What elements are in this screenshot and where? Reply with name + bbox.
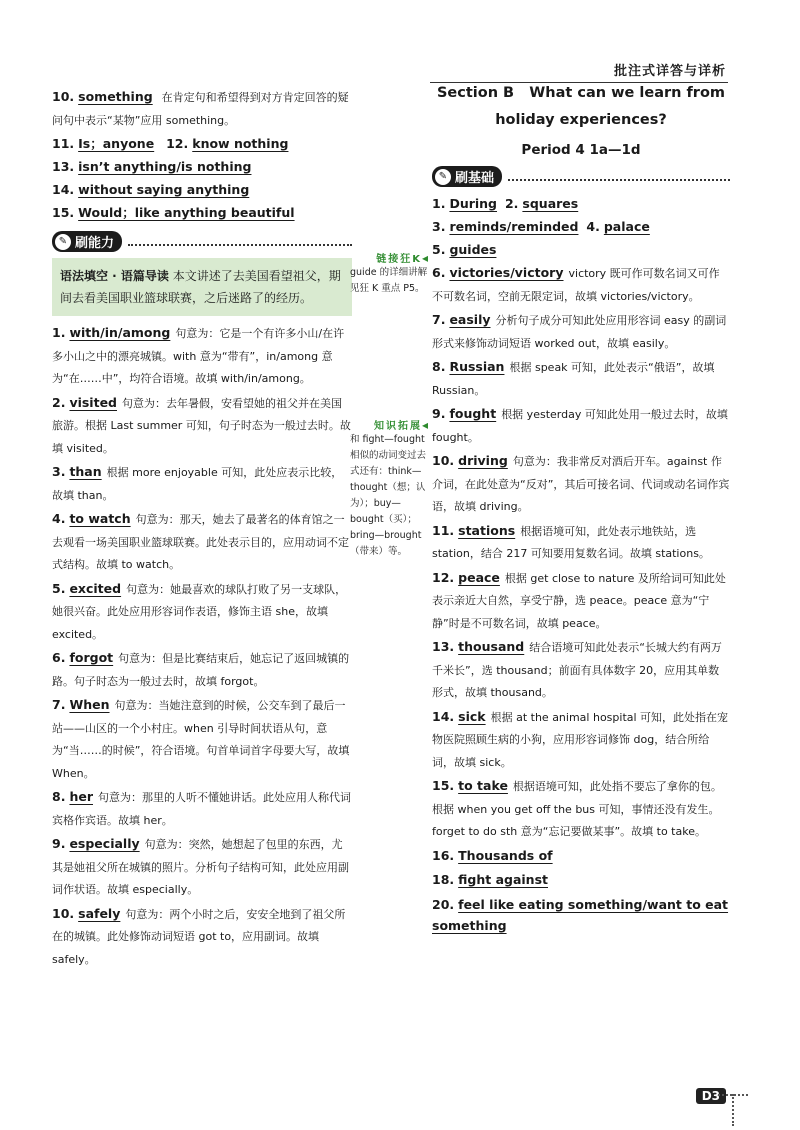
explanation: 句意为：但是比赛结束后，她忘记了返回城镇的路。句子时态为一般过去时，故填 forgot。 — [52, 652, 350, 688]
explanation: 结合语境可知此处表示“长城大约有两万千米长”，选 thousand；前面有具体数字 20，应用其单数形式，故填 thousand。 — [432, 641, 722, 699]
answer: excited — [69, 580, 122, 596]
period-title: Period 4 1a—1d — [521, 142, 641, 158]
answer: forgot — [69, 650, 114, 665]
list-item: 10. something 在肯定句和希望得到对方肯定回答的疑问句中表示“某物”应用 something。 — [52, 89, 349, 127]
section-badge: ✎ 刷能力 — [52, 231, 122, 252]
brush-icon: ✎ — [435, 169, 451, 185]
section-header-basic — [432, 166, 730, 187]
explanation: 句意为：突然，她想起了包里的东西，尤其是她祖父所在城镇的照片。分析句子结构可知，此处应用副词作状语。故填 especially。 — [52, 838, 349, 896]
explanation: 句意为：她最喜欢的球队打败了另一支球队，她很兴奋。此处应用形容词作表语，修饰主语 she，故填 excited。 — [52, 582, 347, 641]
right-column — [432, 86, 730, 961]
summary-tag: 语法填空 · 语篇导读 — [60, 269, 169, 283]
explanation: 根据语境可知，此处指不要忘了拿你的包。根据 when you get off the bus 可知，事情还没有发生。forget to do sth 意为“忘记要做某事”。故填 to take。 — [432, 780, 722, 838]
arrow-icon: ◂ — [421, 251, 430, 265]
answer: to take — [458, 778, 508, 793]
list-item: 3. reminds/reminded 4. palace — [432, 219, 650, 234]
list-item: 10. driving 句意为：我非常反对酒后开车。against 作介词，在此处意为“反对”，其后可接名词、代词或动名词作宾语，故填 driving。 — [432, 453, 730, 513]
passage-summary-box — [52, 258, 352, 316]
list-item: 7. easily 分析句子成分可知此处应用形容词 easy 的副词形式来修饰动词短语 worked out，故填 easily。 — [432, 312, 727, 350]
answer: squares — [522, 196, 579, 211]
explanation: 根据 yesterday 可知此处用一般过去时，故填 fought。 — [432, 408, 728, 444]
list-item: 13. thousand 结合语境可知此处表示“长城大约有两万千米长”，选 thousand；前面有具体数字 20，应用其单数形式，故填 thousand。 — [432, 639, 722, 699]
side-note-tag: 链接狂K◂ — [376, 251, 430, 265]
header-title: 批注式详答与详析 — [613, 64, 726, 79]
answer: fight against — [458, 872, 548, 887]
answer: Would；like anything beautiful — [78, 205, 295, 220]
list-item — [432, 938, 730, 959]
answer: stations — [458, 522, 516, 538]
list-item: 11. stations 根据语境可知，此处表示地铁站，选 station，结合 217 可知要用复数名词。故填 stations。 — [432, 522, 710, 560]
list-item: 14. without saying anything — [52, 182, 250, 197]
answer: When — [69, 697, 110, 712]
right-answer-list — [432, 193, 730, 959]
answer: with/in/among — [69, 325, 171, 340]
answer: Is；anyone — [78, 136, 155, 151]
page-corner-dots-vertical — [732, 1094, 734, 1126]
list-item: 3. than 根据 more enjoyable 可知，此处应表示比较，故填 than。 — [52, 464, 343, 502]
list-item: 6. victories/victory victory 既可作可数名词又可作不可数名词，空前无限定词，故填 victories/victory。 — [432, 265, 720, 303]
page-number: D3 — [696, 1088, 726, 1104]
section-header-ability — [52, 231, 352, 252]
list-item: 11. Is；anyone 12. know nothing — [52, 136, 289, 151]
answer: guides — [449, 242, 497, 257]
side-notes — [350, 250, 430, 560]
list-item: 12. peace 根据 get close to nature 及所给词可知此处表示亲近大自然，享受宁静，选 peace。peace 意为“宁静”时是不可数名词，故填 peace。 — [432, 569, 726, 630]
summary-text: 本文讲述了去美国看望祖父，期间去看美国职业篮球联赛，之后迷路了的经历。 — [60, 269, 341, 305]
list-item: 8. Russian 根据 speak 可知，此处表示“俄语”，故填 Russian。 — [432, 359, 715, 397]
brush-icon: ✎ — [55, 234, 71, 250]
explanation: 句意为：那天，她去了最著名的体育馆之一去观看一场美国职业篮球联赛。此处表示目的，应用动词不定式结构。故填 to watch。 — [52, 513, 349, 571]
explanation: 在肯定句和希望得到对方肯定回答的疑问句中表示“某物”应用 something。 — [52, 91, 349, 127]
answer: safely — [78, 905, 121, 921]
side-note-tag: 知识拓展◂ — [373, 418, 430, 432]
side-note-text: guide 的详细讲解见狂 K 重点 P5。 — [350, 267, 428, 294]
list-item: 14. sick 根据 at the animal hospital 可知，此处指在宠物医院照顾生病的小狗，应用形容词修饰 dog，结合所给词，故填 sick。 — [432, 708, 729, 769]
answer: know nothing — [192, 136, 289, 151]
answer: During — [449, 196, 498, 211]
list-item: 10. safely 句意为：两个小时之后，安安全地到了祖父所在的城镇。此处修饰动词短语 got to，应用副词。故填 safely。 — [52, 905, 346, 966]
list-item: 5. guides — [432, 242, 497, 257]
answer: visited — [69, 394, 117, 410]
explanation: 句意为：它是一个有许多小山/在许多小山之中的漂亮城镇。with 意为“带有”，in/among 意为“在……中”，均符合语境。故填 with/in/among。 — [52, 327, 345, 385]
explanation: 句意为：当她注意到的时候，公交车到了最后一站——山区的一个小村庄。when 引导时间状语从句，意为“当……的时候”，符合语境。句首单词首字母要大写，故填 When。 — [52, 699, 350, 780]
explanation: 根据 speak 可知，此处表示“俄语”，故填 Russian。 — [432, 361, 715, 397]
section-badge: ✎ 刷基础 — [432, 166, 502, 187]
answer: without saying anything — [78, 182, 250, 197]
explanation: 根据 get close to nature 及所给词可知此处表示亲近大自然，享受宁静，选 peace。peace 意为“宁静”时是不可数名词，故填 peace。 — [432, 571, 726, 630]
answer: easily — [449, 312, 491, 327]
list-item: 8. her 句意为：那里的人听不懂她讲话。此处应用人称代词宾格作宾语。故填 her。 — [52, 789, 351, 827]
answer: especially — [69, 836, 140, 851]
list-item: 4. to watch 句意为：那天，她去了最著名的体育馆之一去观看一场美国职业篮球联赛。此处表示目的，应用动词不定式结构。故填 to watch。 — [52, 511, 349, 571]
list-item: 18. fight against — [432, 872, 548, 887]
answer: sick — [458, 708, 486, 724]
answer: to watch — [69, 511, 131, 526]
list-item: 2. visited 句意为：去年暑假，安看望她的祖父并在美国旅游。根据 Last summer 可知，句子时态为一般过去时。故填 visited。 — [52, 394, 351, 455]
answer: something — [78, 89, 153, 104]
list-item: 15. to take 根据语境可知，此处指不要忘了拿你的包。根据 when you get off the bus 可知，事情还没有发生。forget to do sth 意为“忘记要做某事”。故填 to take。 — [432, 778, 722, 838]
answer: driving — [458, 453, 508, 468]
explanation: 根据语境可知，此处表示地铁站，选 station，结合 217 可知要用复数名词。故填 stations。 — [432, 524, 710, 560]
left-column — [52, 86, 352, 972]
list-item: 1. with/in/among 句意为：它是一个有许多小山/在许多小山之中的漂亮城镇。with 意为“带有”，in/among 意为“在……中”，均符合语境。故填 with/in/among。 — [52, 325, 345, 385]
answer: reminds/reminded — [449, 219, 579, 234]
answer: palace — [603, 219, 650, 234]
explanation: 句意为：两个小时之后，安安全地到了祖父所在的城镇。此处修饰动词短语 got to，应用副词。故填 safely。 — [52, 907, 346, 966]
list-item: 7. When 句意为：当她注意到的时候，公交车到了最后一站——山区的一个小村庄。when 引导时间状语从句，意为“当……的时候”，符合语境。句首单词首字母要大写，故填 When。 — [52, 697, 350, 780]
list-item: 6. forgot 句意为：但是比赛结束后，她忘记了返回城镇的路。句子时态为一般过去时，故填 forgot。 — [52, 650, 350, 688]
left-top-list — [52, 86, 352, 223]
list-item: 1. During 2. squares — [432, 196, 579, 211]
answer: feel like eating something/want to eat something — [432, 896, 729, 933]
answer: thousand — [458, 639, 525, 654]
answer: victories/victory — [449, 265, 564, 280]
list-item: 15. Would；like anything beautiful — [52, 205, 295, 220]
answer: peace — [458, 569, 500, 585]
answer: fought — [449, 406, 497, 421]
answer: isn’t anything/is nothing — [78, 159, 252, 174]
dotted-rule — [128, 238, 352, 246]
dotted-rule — [508, 173, 730, 181]
answer: Thousands of — [458, 847, 553, 863]
list-item: 9. especially 句意为：突然，她想起了包里的东西，尤其是她祖父所在城镇的照片。分析句子结构可知，此处应用副词作状语。故填 especially。 — [52, 836, 349, 896]
arrow-icon: ◂ — [421, 418, 430, 432]
explanation: 句意为：我非常反对酒后开车。against 作介词，在此处意为“反对”，其后可接名词、代词或动名词作宾语，故填 driving。 — [432, 455, 730, 513]
answer: than — [69, 464, 102, 479]
explanation: 根据 at the animal hospital 可知，此处指在宠物医院照顾生病的小狗，应用形容词修饰 dog，结合所给词，故填 sick。 — [432, 710, 729, 769]
answer: Russian — [449, 359, 505, 374]
list-item: 5. excited 句意为：她最喜欢的球队打败了另一支球队，她很兴奋。此处应用形容词作表语，修饰主语 she，故填 excited。 — [52, 580, 347, 641]
section-title: Section B What can we learn from holiday experiences? — [436, 85, 726, 128]
explanation: 句意为：去年暑假，安看望她的祖父并在美国旅游。根据 Last summer 可知，句子时态为一般过去时。故填 visited。 — [52, 396, 351, 455]
explanation: victory 既可作可数名词又可作不可数名词，空前无限定词，故填 victories/victory。 — [432, 267, 720, 303]
list-item: 9. fought 根据 yesterday 可知此处用一般过去时，故填 fought。 — [432, 406, 728, 444]
list-item: 16. Thousands of — [432, 847, 553, 863]
list-item: 20. feel like eating something/want to eat something — [432, 896, 729, 933]
list-item: 13. isn’t anything/is nothing — [52, 159, 252, 174]
left-answer-list — [52, 322, 352, 970]
side-note-text: 和 fight—fought 相似的动词变过去式还有：think—thought（想；认为）；buy—bought（买）；bring—brought（带来）等。 — [350, 434, 427, 557]
answer: her — [69, 789, 93, 804]
explanation: 分析句子成分可知此处应用形容词 easy 的副词形式来修饰动词短语 worked out，故填 easily。 — [432, 314, 727, 350]
explanation: 句意为：那里的人听不懂她讲话。此处应用人称代词宾格作宾语。故填 her。 — [52, 791, 351, 827]
explanation: 根据 more enjoyable 可知，此处应表示比较，故填 than。 — [52, 466, 343, 502]
